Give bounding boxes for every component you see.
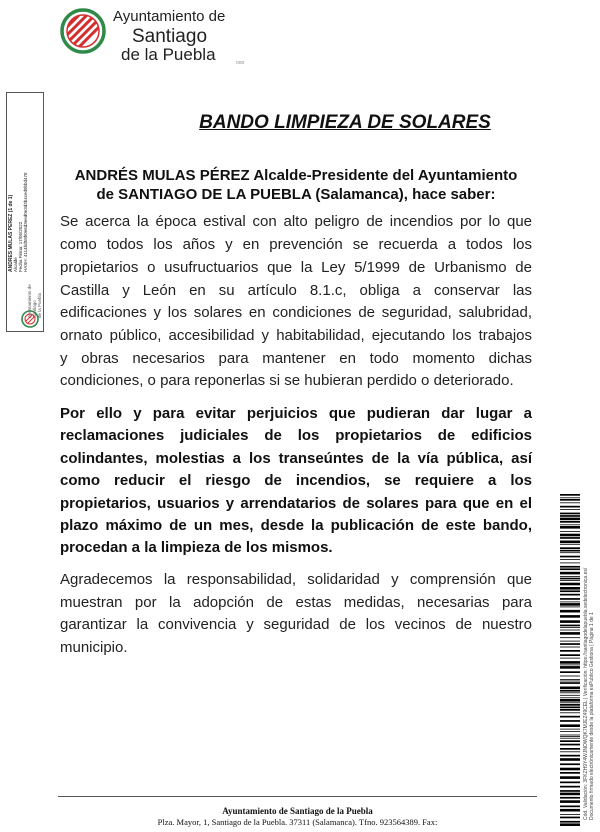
paragraph3-line: muestran por la adopción de estas medidas, necesarias para (60, 594, 532, 611)
paragraph1-line: como todos los años y en prevención se recuerda a todos los (60, 236, 532, 253)
paragraph3-line: municipio. (60, 639, 128, 656)
heading-line: de SANTIAGO DE LA PUEBLA (Salamanca), hace saber: (96, 186, 496, 203)
org-name-line2: Santiago (132, 26, 208, 47)
paragraph2-line: plazo máximo de un mes, desde la publicación de este bando, (60, 517, 532, 534)
signature-date: Fecha Firma: 17/05/2022 (18, 221, 23, 272)
signer-role: Alcalde (13, 257, 18, 272)
paragraph3-line: garantizar la convivencia y seguridad de los vecinos de nuestro (60, 616, 532, 633)
org-name-line1: Ayuntamiento de (113, 8, 226, 25)
stamp-org-line3: de la Puebla (37, 292, 42, 318)
paragraph2-line: propietarios, usuarios y arrendatarios de solares para que en el (60, 495, 532, 512)
org-name-line3: de la Puebla (121, 45, 216, 64)
signature-platform-text: Documento firmado electrónicamente desde la plataforma esPublico Gestiona | Página 1 de 1 (589, 612, 595, 820)
municipal-seal-icon (60, 8, 106, 54)
paragraph1-line: edificaciones y los solares en condiciones de seguridad, salubridad, (60, 304, 532, 321)
paragraph2-line: reclamaciones judiciales de los propietarios de edificios (60, 427, 532, 444)
signature-hash: HASH: 4114bd58b0e6d3eed0e3d3b4ced9bbd478 (23, 172, 28, 272)
stamp-org-line1: Ayuntamiento de (27, 284, 32, 318)
footer-divider (58, 796, 537, 797)
document-title: BANDO LIMPIEZA DE SOLARES (199, 112, 491, 133)
validation-code-text: Cód. Validación: 3FKZH9Y4WJNOWQK7MJEZ49CEL | Verificación: https://santiagodelapuebla.sedelectronica.es/ (583, 567, 589, 820)
stamp-org-line2: Santiago (32, 300, 37, 318)
paragraph1-line: condiciones, o para reponerlas si se hubieran perdido o deteriorado. (60, 372, 514, 389)
paragraph2-line: Por ello y para evitar perjuicios que pudieran dar lugar a (60, 405, 532, 422)
header-tiny-mark: ooo (236, 60, 245, 66)
paragraph1-line: propietarios o usufructuarios que la Ley 5/1999 de Urbanismo de (60, 259, 532, 276)
paragraph1-line: Castilla y León en su artículo 8.1.c, obliga a conservar las (60, 282, 532, 299)
paragraph2-line: como reducir el riesgo de incendios, se requiere a los (60, 472, 532, 489)
barcode-icon (560, 494, 580, 826)
footer-org-name: Ayuntamiento de Santiago de la Puebla (222, 806, 373, 816)
paragraph2-line: procedan a la limpieza de los mismos. (60, 539, 333, 556)
heading-line: ANDRÉS MULAS PÉREZ Alcalde-Presidente del Ayuntamiento (74, 167, 518, 184)
footer-address: Plza. Mayor, 1, Santiago de la Puebla. 37311 (Salamanca). Tfno. 923564389. Fax: (157, 817, 438, 827)
paragraph3-line: Agradecemos la responsabilidad, solidaridad y comprensión que (60, 571, 532, 588)
paragraph2-line: colindantes, molestias a los transeúntes de la vía pública, así (60, 450, 532, 467)
paragraph1-line: Se acerca la época estival con alto peligro de incendios por lo que (60, 213, 532, 230)
signer-name: ANDRES MULAS PEREZ (1 de 1) (8, 194, 14, 272)
paragraph1-line: y obras necesarios para mantener en todo momento dichas (60, 350, 532, 367)
paragraph1-line: ornato público, accesibilidad y habitabilidad, ejecutando los trabajos (60, 327, 532, 344)
